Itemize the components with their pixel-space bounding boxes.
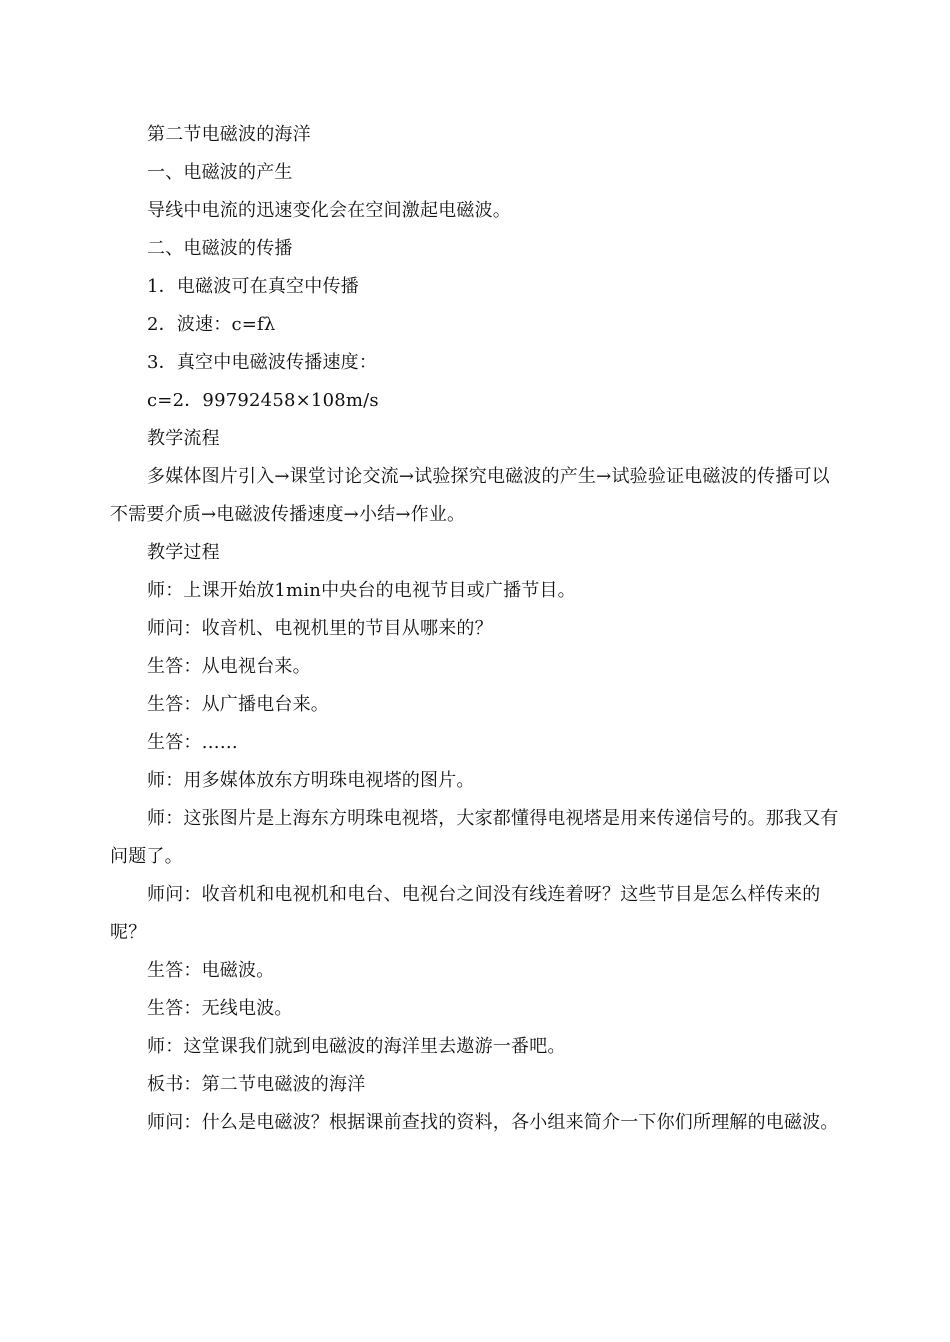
dialogue-line: 师：上课开始放1min中央台的电视节目或广播节目。	[147, 580, 576, 601]
dialogue-line: 生答：无线电波。	[147, 998, 293, 1019]
heading-propagation: 二、电磁波的传播	[147, 238, 293, 259]
dialogue-line: 生答：从电视台来。	[147, 656, 311, 677]
heading-teaching-process: 教学过程	[147, 542, 220, 563]
dialogue-line: 师：用多媒体放东方明珠电视塔的图片。	[147, 770, 475, 791]
dialogue-line: 生答：……	[147, 732, 238, 753]
dialogue-line: 师：这张图片是上海东方明珠电视塔，大家都懂得电视塔是用来传递信号的。那我又有问题了。	[110, 808, 839, 867]
section-title: 第二节电磁波的海洋	[147, 124, 311, 145]
dialogue-line: 生答：电磁波。	[147, 960, 275, 981]
blackboard-note: 板书：第二节电磁波的海洋	[147, 1074, 366, 1095]
document-page	[110, 116, 845, 1142]
dialogue-line: 师问：收音机和电视机和电台、电视台之间没有线连着呀？这些节目是怎么样传来的呢？	[110, 884, 821, 943]
dialogue-line: 师问：收音机、电视机里的节目从哪来的？	[147, 618, 493, 639]
list-item-3: 3．真空中电磁波传播速度：	[147, 352, 378, 373]
list-item-2: 2．波速：c=fλ	[147, 314, 276, 335]
heading-teaching-flow: 教学流程	[147, 428, 220, 449]
heading-generation: 一、电磁波的产生	[147, 162, 293, 183]
dialogue-line: 师问：什么是电磁波？根据课前查找的资料，各小组来简介一下你们所理解的电磁波。	[147, 1112, 839, 1133]
speed-formula: c=2．99792458×108m/s	[147, 390, 379, 411]
paragraph-teaching-flow: 多媒体图片引入→课堂讨论交流→试验探究电磁波的产生→试验验证电磁波的传播可以不需要介质→电磁波传播速度→小结→作业。	[110, 466, 830, 525]
dialogue-line: 生答：从广播电台来。	[147, 694, 329, 715]
dialogue-line: 师：这堂课我们就到电磁波的海洋里去遨游一番吧。	[147, 1036, 566, 1057]
paragraph-generation: 导线中电流的迅速变化会在空间激起电磁波。	[147, 200, 511, 221]
list-item-1: 1．电磁波可在真空中传播	[147, 276, 359, 297]
